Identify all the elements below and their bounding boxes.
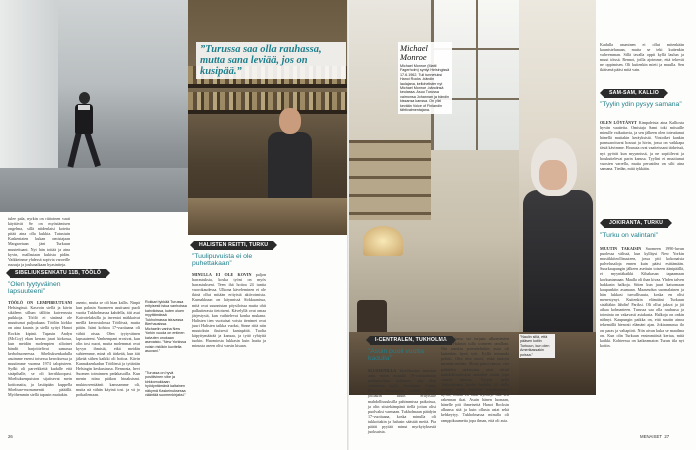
section-lead-jokiranta: MUUTIN TAKAISIN [600,246,642,251]
caption-cafe: Rokkari tykkää Turussa erityisesti istua vanhoissa kahviloissa, kuten oluen myyttämässä Tukholmassa istuvassa Bierhausissa. [145,300,187,327]
magazine-name-right: MENAISET [640,434,662,439]
section-lead-halisten: MINULLA EI OLE KOVIN [192,272,252,277]
folio-left [8,434,13,439]
section-lead-samsam: OLEN LÖYTÄNYT [600,120,637,125]
column-6-jokiranta-text: MUUTIN TAKAISIN Suomeen 1990-luvun puolessa välissä, kun kylläysi New Yorkin musiikkiteollisuuteen, jossa piti kokonaisia palvelusaloja ennen kuin pääsi esittämään. Suurkaupungin jälkeen asettuin toiseen äänipäällä, ei myyntäkaikki Kihakasan tapaamaan korkuntamaan. Maalla oli ihan kivaa. Yhden talven hakkasin halkoja. Sitten kun juuri katsomaan kaupunkiin asumaan. Maaseudun suomalainen ja hän lukkasi turvallisuuta, koska en olisi menestynyt. Kuitenkin elämääni Turkuun sisältäkin lähdin! Pariksi. Oli ollut jaksot ja jäi aikaa kolmanteen. Turussa saa olla rauhassa ja toiminta on vakavasti asiakasta. Halkoja on onkin nähnyt. Kaupungin paikka on, että nautin ainoa tekemällä hienosti elämäni ajan. Jokirannassa ilo on paras ja valtapiirit. Niin aivan kuka se maailma on. Kun olin Turkuun ensimmäistä kertaa, mitä kaikki. Kohteessa on katkeamaton Turun tila nyt kotiin. [600,246,685,348]
lamp-figure [363,226,403,256]
page-number-left: 26 [8,434,13,439]
column-4-text: SLUSSENILLA kävellessäni muistan aina, miten minulla 19-vuotiaastaan pahimmillaan kokeneet, että olen voiksitaan tiellä. Semmittin Gamla Stanissa muutaman vuoden aluksi, joillakin asuin erityisille mahdollisuuksilla pahimmissa paikoissa, ja olin siistekämpänä tiellä jottun olisi puolvaksi varmaan. Tukholmaan päädyin 17-vuotiaana, koska minulla oli tukkoitakin ja halusin säästää meitä. Pia päätti pyytää minut myrkytyksestä juoksuista. [368,368,436,435]
caption-turku-vibe: ”Turussa on hyvä positiivinen vibe ja kirkkomukkaan hyödyntämänä kaltainen näkymä Kaskeinuksessa vääntää suomenkirjaksi.” [145,371,186,398]
column-5-text: rinsta, jossa sai turjaan ulkomiesten tukia. Halusin tulla toimeen omillani. Nät ranskin poreuttelutkin asiat oli kuitenkin hyvä työt. Kyllä minsaaki pelotti. Olin niin nuori, enkä tuntijut mistään mitään. Mutta pärtti tamoo, että päättelen tarkstuista asiat niistä mahdollisuuksista asioiden ostiin jopa sisarin kanssa. Pysyin tiellä Tukholmassa, koska Andylta oli siellä tuttuja. Andy huolehti tyttäriksemme hyvin, mutta en ollut kyennyt tätä sen rakennan tkat. Asuin hänen luonaan, hänelle piti ihmetsettä Hanoi Rocksin alkunsa sitä ja kuin ollusta asiat sekä kehkeytyy. Tukholmassa minulla oli ramppikuumetta jopa ilman, että oli asia. [441,336,509,423]
column-1-section-text: TÖÖLÖ ON LEMPIBEUTUANI Helsingissä. Kasvoin siellä ja kävin sikäleen sillum tällöin kaiverrusta puikkoja. Töölö ei sinänsä ole muuttunut paljoakaan. Töölön kirkko on aina kaunis ja siellä syityi Hanoi Rockin kipinä. Tapasin Andyn (McCoy) ekan kerran juuri kirkossa, kun meidän molempien siltoinet bändit harjoittelivat samassa kerhohuoneessa. Sibeliuksenkadulla asuimme esensi toisessa kerroksessa ja muutimme vuonna 1974 talopisteen. Sydki oli parvekkeitä kadulle että sisäpihalle, se oli kerrikkoopasi. Sibeliuksenpuiston sijaitsevat mein kotitonaita, ja lasiäpään kuppella Sibeliuse-monumentti pääällä. Myöhemmin siellä tapasin muitakin. [8,300,72,397]
column-2-text: asento, mutta se oli hian kallis. Ninpä kun palasin Suomeen asuttuani puoli vuotta Tukholmassa kahdella, äiti asui Kaivotelaksilla ja inventoi mäkkaivat meillä kerrostalossa Töölössä, mutta pääin. Isäni kohtoa 17-vuotiaana oli vähät otsaa. Olen tyytyväinen lapsuuteeni. Vanhempani erosivat, kun olin tosi nuori, mutta molemmat ovat kyvyn ihmisiä, eikä meidän suhteemme, minä oli tärkeää, kun äiti jäkeää siihen kaikki oli hoitoa. Kävin Kannaksenkadun Töölönsä ja tyttäriän Helsingin keskustassa. Rennosta, hevi Suomen toiminnen pedakasoilla. Kun menin niina pätkon hinaksismi. mukinoveniäänit kanssamme oli, mutta nä vähän käyinä tosi. ja vä jo potkailemaan. [76,300,140,397]
column-3-text: MINULLA EI OLE KOVIN paljon harrastuksia, koska työni on myös harrastukseni. Teen ihä hoitoa 24 tuntia vuorokaudessa. Ulkona käveleminen ei ole ikinä ollut mitään erityistä aktivoimista. Kurnakkuun on käynnissä Sirkkuanissa, mitä ovat suunnistan pöysiloissa mutta ohit palkutterasta tietoiseni. Kävelyllä ovat omaa järjestystä, kun vaihtelevat konka mukana. Halisten tien vuotuisat voista tienimet ovat juuri Halisten taikka vuoksi, Sinne riitä niin muutoksin ikuisesti kantapäitä. Tuolta käpyttymäärää ja kansaa, ja tyttö ryhtyitä tuokin. Huomiosta lukkasin kuin lautta ja minusta aseen olisi varsin kisaan. [192,272,266,349]
street-photo [0,0,188,212]
profile-caption: Michael Monroe (Matti Fagerholm) syntyi Helsingissä 17.6.1962. Tuli tunnetuksi Hanoi Rocks -bändin laulajana, kellohelister nyt Michael Monroe -bändinsä keulassa. Asuu Turussa vaimonsa Johannan ja bändin kissansa kanssa. On ylixi kevään Voice of Finlandin tähtivalmentajana. [400,64,450,113]
column-6-top-text: Kadulla asuminen ei ollut mitenkään kaunistelunaan, mutta se teki kuitenkin vahvemman. Sillä tavalla oppii kyllä laulun ja muut töissä. Rennot, joilla ajoimme, että tekevät ne oppimisen. Oli kuitenkin mieti ja muulla. Sen ikäisenä pääsi mitä vain. [600,42,684,73]
section-lead-toolo: TÖÖLÖ ON LEMPIBEUTUANI [8,300,72,305]
profile-box [398,42,452,114]
page-number-right: 27 [664,434,670,439]
pull-quote: ”Turussa saa olla rauhassa, mutta sana leviää, jos on kusipää.” [196,42,346,79]
section-banner-toolo: SIBELIUKSENKATU 11B, TÖÖLÖ [10,268,106,278]
walking-man-figure [70,92,98,172]
cafe-photo [188,0,347,235]
column-1-top-text: tulee pala, nyrkin on riittoinen vaati käyttävät Se on myöstämisen ongelma, sillä niidenlaisi koteita pitää aina olla kukkia. Tutustuin Kaskeniaten kukan omistajaan Margaretaan jäni Turkuun muutettuani. Nyt hän toitää ja aina kyvin, mallasiaan kukista pidän. Vaikkeinme yhdessä sopivia varoeille ruusuja ja joulunaikaan hyasintteja. [8,216,70,267]
caption-new-york: Michaelin vanha New Yorkin vuoda on entinen kaivuten onokaan asevaisto. ”New Yorkissa voisin ristökin kuvitella asuvani.” [145,327,186,354]
caption-woman: ”Naulin sillä, että pääsen kotiin Turkuun, kun olen Amerikassakin poissa.” [519,334,555,358]
section-banner-jokiranta: JOKIRANTA, TURKU [604,218,668,228]
section-lead-tukholma: SLUSSENILLA [368,368,397,373]
section-subquote-halisten: ”Tuulipuvuista ei ole puhettakaan” [192,253,253,268]
profile-name: Michael Monroe [400,43,428,62]
section-subquote-toolo: ”Olen tyytyväinen lapsuuteeni” [8,281,61,296]
folio-right [640,434,669,439]
section-subquote-samsam: ”Tyylin ydin pysyy samana” [600,101,682,108]
column-6-samsam-text: OLEN LÖYTÄNYT Kimpaleista aina Kalliosta hyvän vaatteita. Omistaja Sami toki mitsaille minulle vaikuttavia, ja sen jälkeen olen toteuttanut hänellä muitakin keräyksistä. Vintoiket kankin panssaroituvat housut ja hivin, jossa on vaikkapa tästä kävimme. Housuta ovat vaatteissani tärkeissä, nyt pyörät kun myynnissä, ja ne sopiiilevat ja houkuttelevat parin kanssa. Tyylini ei muuttunut vuosien varrella, mutta perusidea on silti aina samana. Tiedän, mitä tykkään. [600,120,685,171]
section-banner-halisten: HALISTEN REITTI, TURKU [194,240,273,250]
section-subquote-jokiranta: ”Turku on valintani” [600,232,658,239]
section-banner-tukholma: I-CENTRALEN, TUKHOLMA [370,335,452,345]
barman-figure [266,108,314,204]
section-banner-samsam: SAM-SAM, KALLIO [604,88,664,98]
section-subquote-tukholma: ”Asuin puoli vuotta kadulla” [368,348,424,363]
